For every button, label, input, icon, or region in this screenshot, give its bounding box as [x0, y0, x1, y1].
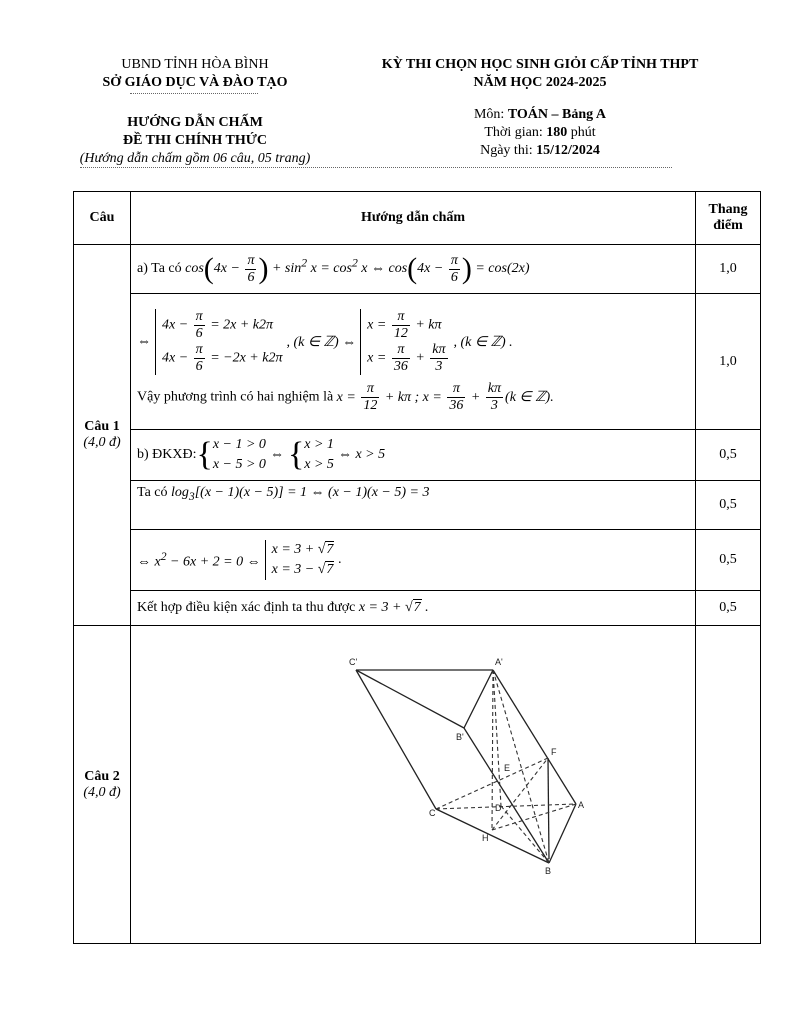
- table-row: [74, 626, 761, 944]
- edge-ApB: [493, 670, 549, 863]
- edge-BpAp: [464, 670, 493, 728]
- edge-ApH: [492, 670, 493, 830]
- exam-title-1: KỲ THI CHỌN HỌC SINH GIỎI CẤP TỈNH THPT: [381, 57, 699, 72]
- q1-row3-score: 0,5: [696, 430, 761, 481]
- grading-table: [73, 191, 761, 944]
- header-left: [60, 56, 330, 92]
- q1-row3: b) ĐKXĐ: { x − 1 > 0 x − 5 > 0 ⇔ { x > 1 x > 5 ⇔ x > 5: [131, 430, 696, 481]
- label-Cp: C': [349, 656, 358, 667]
- authority: UBND TỈNH HÒA BÌNH: [121, 57, 269, 72]
- q1-row6: Kết hợp điều kiện xác định ta thu được x = 3 + √7 .: [131, 591, 696, 626]
- exam-title-2: NĂM HỌC 2024-2025: [473, 75, 607, 90]
- q2-label: Câu 2: [84, 768, 120, 784]
- q1-row5-score: 0,5: [696, 530, 761, 591]
- doc-title-block: [60, 114, 330, 168]
- subject-line: Môn: TOÁN – Bảng A: [473, 107, 606, 122]
- q2-points: (4,0 đ): [83, 784, 121, 800]
- department: SỞ GIÁO DỤC VÀ ĐÀO TẠO: [102, 75, 288, 90]
- q1-label: Câu 1: [84, 419, 120, 434]
- label-H: H: [482, 832, 489, 843]
- edge-HA: [492, 804, 576, 830]
- q1-row2-score: 1,0: [696, 294, 761, 430]
- label-B: B: [545, 865, 552, 876]
- label-Bp: B': [456, 731, 464, 742]
- header-score: Thang điểm: [696, 192, 761, 245]
- q1-row4: Ta có $\log_3[(x - 1)(x - 5)] = 1$ ⇔ (x − 1)(x − 5) = 3: [131, 481, 696, 530]
- doc-title-2: ĐỀ THI CHÍNH THỨC: [122, 133, 268, 148]
- edge-CA: [436, 804, 576, 809]
- label-Ap: A': [495, 656, 503, 667]
- time-line: Thời gian: 180 phút: [484, 125, 596, 140]
- edge-HF: [492, 758, 548, 830]
- table-row: [74, 591, 761, 626]
- q1-row2: ⇔ 4x − $\frac{\pi}{6}$ = 2x + k2π 4x − $\frac{\pi}{6}$ = −2x + k2π , (k ∈ ℤ) ⇔ x = $\frac{\pi}{12}$ + kπ x = $\frac{\pi}{36}$ + $\frac{k\pi}{3}$ , (k ∈ ℤ) . Vậy phương trình có hai nghiệm là x = $\frac{\pi}{12}$ + kπ ; x = $\frac{\pi}{36}$ + $\frac{k\pi}{3}$ (k ∈ ℤ).: [131, 294, 696, 430]
- header-underline: [80, 167, 672, 168]
- q2-score: [696, 626, 761, 944]
- label-C: C: [429, 807, 436, 818]
- q1-cell: [74, 245, 131, 626]
- exam-meta: [340, 106, 740, 160]
- date-line: Ngày thi: 15/12/2024: [480, 143, 600, 158]
- prism-figure: [131, 627, 694, 943]
- edge-BF: [548, 758, 549, 859]
- q2-figure-cell: [131, 626, 696, 944]
- label-E: E: [504, 762, 511, 773]
- q1-row4-score: 0,5: [696, 481, 761, 530]
- edge-BA: [549, 804, 576, 863]
- doc-title-1: HƯỚNG DẪN CHẤM: [127, 115, 263, 130]
- edge-ApA: [493, 670, 576, 804]
- edge-ApD: [493, 670, 501, 806]
- table-row: [74, 530, 761, 591]
- table-row: [74, 294, 761, 430]
- label-D: D: [495, 802, 502, 813]
- label-A: A: [578, 799, 585, 810]
- header-guide: Hướng dẫn chấm: [131, 192, 696, 245]
- q2-cell: [74, 626, 131, 944]
- divider: [130, 93, 258, 94]
- doc-note: (Hướng dẫn chấm gồm 06 câu, 05 trang): [79, 151, 311, 166]
- header-question: Câu: [74, 192, 131, 245]
- q1-points: (4,0 đ): [83, 435, 121, 450]
- q1-row1: a) Ta có cos(4x − $\frac{\pi}{6}$ ) + $\sin^2 x = \cos^2 x$ ⇔ cos(4x − $\frac{\pi}{6}$ ) = cos(2x): [131, 245, 696, 294]
- q1-row5: ⇔ $x^2 - 6x + 2 = 0$ ⇔ x = 3 + √7 x = 3 − √7 .: [131, 530, 696, 591]
- q1-row6-score: 0,5: [696, 591, 761, 626]
- table-row: [74, 481, 761, 530]
- label-F: F: [551, 746, 557, 757]
- header-right: [340, 56, 740, 92]
- q1-row1-score: 1,0: [696, 245, 761, 294]
- table-row: [74, 245, 761, 294]
- table-row: [74, 430, 761, 481]
